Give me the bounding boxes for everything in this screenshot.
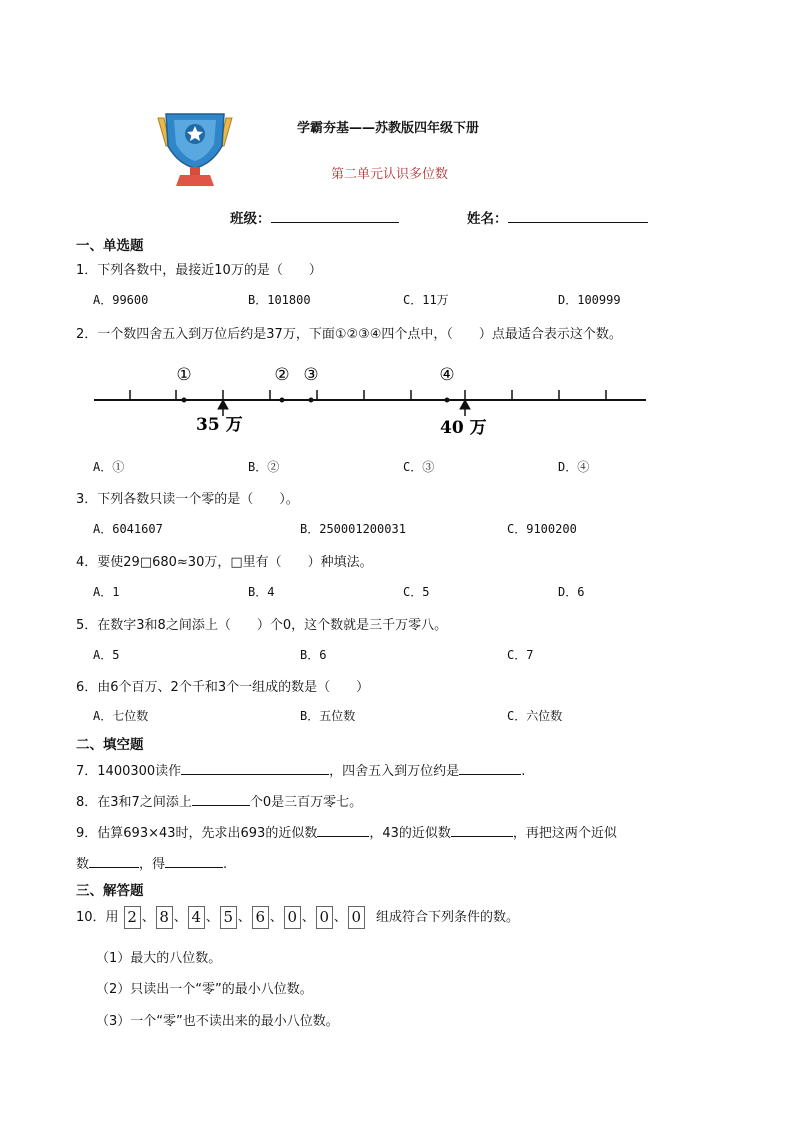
- question-8: [76, 791, 362, 810]
- name-field: [467, 207, 648, 227]
- q1-option-b[interactable]: B．101800: [248, 293, 311, 307]
- q2-option-a[interactable]: A．①: [93, 460, 125, 474]
- label-40-wan: 40 万: [440, 418, 487, 438]
- q7-blank-2[interactable]: [459, 774, 521, 775]
- q3-option-b[interactable]: B．250001200031: [300, 522, 406, 536]
- q3-option-c[interactable]: C．9100200: [507, 522, 577, 536]
- point-2-label: ②: [274, 365, 290, 385]
- point-4-label: ④: [439, 365, 455, 385]
- q10-sub-1: （1）最大的八位数。: [96, 951, 222, 966]
- q7-blank-1[interactable]: [181, 774, 329, 775]
- q10-text-a: 10．用: [76, 910, 119, 925]
- point-1: [182, 398, 187, 403]
- q9-blank-1[interactable]: [317, 836, 369, 837]
- point-2: [280, 398, 285, 403]
- class-blank[interactable]: [271, 222, 399, 223]
- question-10: 10．用 2 、 8 、 4 、 5 、 6 、 0 、 0 、 0 组成符合下列条件的数。: [76, 906, 519, 929]
- q1-option-c[interactable]: C．11万: [403, 293, 449, 307]
- q4-option-c[interactable]: C．5: [403, 585, 430, 599]
- question-3: 3．下列各数只读一个零的是（ ）。: [76, 492, 299, 507]
- name-blank[interactable]: [508, 222, 648, 223]
- label-35-wan: 35 万: [196, 415, 243, 435]
- name-label: 姓名：: [467, 211, 508, 227]
- q8-blank[interactable]: [192, 805, 250, 806]
- q3-option-a[interactable]: A．6041607: [93, 522, 163, 536]
- q7-text-c: .: [521, 764, 526, 779]
- q1-option-a[interactable]: A．99600: [93, 293, 149, 307]
- point-1-label: ①: [176, 365, 192, 385]
- q9-text-f: .: [223, 857, 228, 872]
- digit-card: 5: [220, 906, 237, 929]
- digit-card: 2: [124, 906, 141, 929]
- section-heading-answer: 三、解答题: [76, 883, 144, 899]
- q6-option-a[interactable]: A．七位数: [93, 709, 149, 723]
- question-6: 6．由6个百万、2个千和3个一组成的数是（ ）: [76, 680, 370, 695]
- q9-text-a: 9．估算693×43时，先求出693的近似数: [76, 826, 318, 841]
- digit-card: 8: [156, 906, 173, 929]
- q10-text-b: 组成符合下列条件的数。: [375, 910, 519, 925]
- number-line-diagram: [90, 360, 650, 440]
- question-4: 4．要使29□680≈30万，□里有（ ）种填法。: [76, 555, 373, 570]
- class-field: [230, 207, 399, 227]
- q9-blank-4[interactable]: [165, 867, 223, 868]
- section-heading-single-choice: 一、单选题: [76, 238, 144, 254]
- q1-option-d[interactable]: D．100999: [558, 293, 621, 307]
- point-3: [309, 398, 314, 403]
- q6-option-b[interactable]: B．五位数: [300, 709, 356, 723]
- arrow-35: [218, 400, 228, 416]
- arrow-40: [460, 400, 470, 416]
- class-label: 班级：: [230, 211, 271, 227]
- point-3-label: ③: [303, 365, 319, 385]
- question-7: [76, 760, 525, 779]
- digit-card: 0: [316, 906, 333, 929]
- q8-text-b: 个0是三百万零七。: [249, 795, 363, 810]
- question-1: 1．下列各数中，最接近10万的是（ ）: [76, 263, 322, 278]
- q8-text-a: 8．在3和7之间添上: [76, 795, 192, 810]
- q2-option-b[interactable]: B．②: [248, 460, 280, 474]
- question-5: 5．在数字3和8之间添上（ ）个0，这个数就是三千万零八。: [76, 618, 448, 633]
- q7-text-a: 7．1400300读作: [76, 764, 182, 779]
- q10-sub-2: （2）只读出一个“零”的最小八位数。: [96, 982, 313, 997]
- q5-option-a[interactable]: A．5: [93, 648, 120, 662]
- digit-card: 4: [188, 906, 205, 929]
- q2-option-c[interactable]: C．③: [403, 460, 435, 474]
- digit-card: 0: [284, 906, 301, 929]
- digit-card: 0: [348, 906, 365, 929]
- q4-option-d[interactable]: D．6: [558, 585, 585, 599]
- trophy-logo: [154, 112, 236, 188]
- q9-blank-3[interactable]: [89, 867, 139, 868]
- q9-text-b: ，43的近似数: [369, 826, 451, 841]
- question-9-cont: [76, 853, 227, 872]
- q6-option-c[interactable]: C．六位数: [507, 709, 563, 723]
- question-2: 2．一个数四舍五入到万位后约是37万，下面①②③④四个点中，（ ）点最适合表示这个数。: [76, 327, 622, 342]
- section-heading-fill-blank: 二、填空题: [76, 737, 144, 753]
- q4-option-b[interactable]: B．4: [248, 585, 275, 599]
- question-9: [76, 822, 617, 841]
- q9-text-d: 数: [76, 857, 90, 872]
- q5-option-b[interactable]: B．6: [300, 648, 327, 662]
- document-title: 学霸夯基——苏教版四年级下册: [297, 121, 480, 136]
- q9-text-c: ，再把这两个近似: [512, 826, 617, 841]
- document-subtitle: 第二单元认识多位数: [331, 167, 449, 182]
- q7-text-b: ，四舍五入到万位约是: [329, 764, 460, 779]
- q5-option-c[interactable]: C．7: [507, 648, 534, 662]
- q10-sub-3: （3）一个“零”也不读出来的最小八位数。: [96, 1014, 339, 1029]
- q9-blank-2[interactable]: [451, 836, 513, 837]
- q2-option-d[interactable]: D．④: [558, 460, 590, 474]
- point-4: [445, 398, 450, 403]
- q9-text-e: ，得: [139, 857, 166, 872]
- q4-option-a[interactable]: A．1: [93, 585, 120, 599]
- digit-card: 6: [252, 906, 269, 929]
